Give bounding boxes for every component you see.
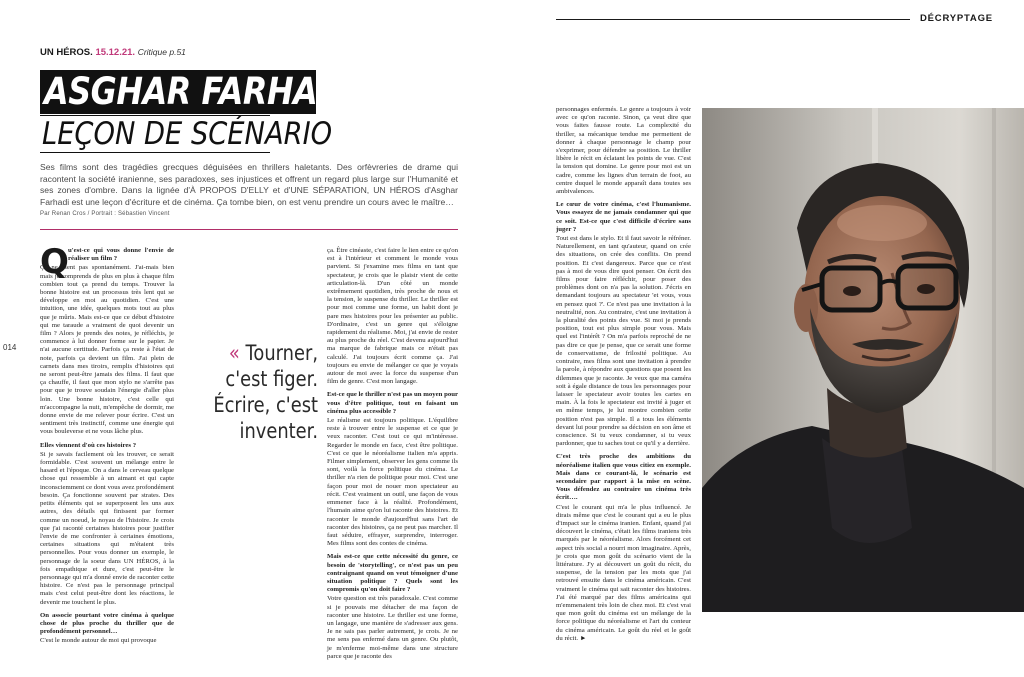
question: C'est très proche des ambitions du néoréalisme italien que vous citiez en exemple. Mais dans ce courant-là, le scénario est secondaire par rapport à la mise en scène. Vous défendez au contraire un cinéma très écrit…. (556, 453, 691, 502)
answer: C'est le monde autour de moi qui provoque (40, 637, 157, 645)
article-column-3 (556, 106, 691, 648)
answer: Tout est dans le stylo. Et il faut savoir le réfréner. Naturellement, en tant qu'auteur, quand on crée des situations, on crée des conflits. On prend position. Et c'est dangereux. Parce que ce n'est pas à moi de vous dire quoi penser. On écrit des films pour faire réfléchir, pour poser des problèmes dont on n'a pas la solution. J'écris en demandant toujours au spectateur 'et vous, vous en pensez quoi ?'. Ce n'est pas une invitation à la neutralité, non. Au contraire, c'est une invitation à la pluralité des points des vue. Si moi je prends position, tout est plus simple pour vous. Mais quel est l'intérêt ? On m'a parfois reproché de ne pas dire ce que je pense, que ce serait une forme de conservatisme, de frilosité politique. Au contraire, mes films sont une invitation à prendre la parole, à répondre aux questions que posent les dilemmes que je raconte. Je veux que ma caméra soit à égale distance de tous les personnages pour laisser le spectateur avoir toutes les cartes en main. À la fois le spectateur est invité à juger et en même temps, je lui montre combien cette position n'est pas simple. Il a tous les éléments devant lui pour prendre sa décision en son âme et conscience. Si tu veux condamner, si tu veux pardonner, que tu saches tout ce qu'il y a derrière. (556, 235, 691, 448)
answer: personnages enfermés. Le genre a toujours à voir avec ce qu'on raconte. Sinon, ça veut dire que vous faites fausse route. La complexité du thriller, sa mécanique tendue me permettent de donner à chaque personnage le champ pour s'exprimer, pour défendre sa position. Le thriller libère le récit en éclatant les points de vue. C'est la tension qui domine. Le genre pour moi est un cadre, comme les lignes d'un terrain de foot, au centre duquel le monde apparaît dans toutes ses ambivalences. (556, 106, 691, 196)
kicker-film-title: UN HÉROS. (40, 47, 93, 58)
question: Est-ce que le thriller n'est pas un moyen pour vous d'être politique, tout en faisant un cinéma plus accessible ? (327, 391, 458, 415)
answer-text: C'est le courant qui m'a le plus influencé. Je dirais même que c'est le courant qui a eu le plus d'impact sur le cinéma iranien. Enfant, quand j'ai découvert le cinéma, c'était les films iraniens très marqués par le néoréalisme. Alors forcément cet aspect très social a nourri mon imaginaire. Après, je crois que mon goût du scénario vient de la littérature. J'y ai découvert un goût du récit, du suspense, de la tension par les mots que j'ai retrouvé ensuite dans le cinéma américain. C'est vraiment le cinéma qui sait raconter des histoires. J'ai été marqué par des films américains qui m'emmenaient très loin de chez moi. Et c'est vrai que mon goût du cinéma est un mélange de la force politique du néoréalisme et l'art du conteur du cinéma américain. Le goût du réel et le goût du récit. (556, 503, 691, 642)
quote-mark: « (228, 341, 240, 365)
answer: Si je savais facilement où les trouver, ce serait formidable. C'est souvent un mélange entre le hasard et l'époque. On a dans le cerveau quelque chose qui ressemble à un aimant et qui capte inconsciemment ce dont vous avez profondément besoin. Ça fonctionne souvent par strates. Des petits éléments qui se superposent les uns aux autres, des détails qui finissent par former comme un noeud, le noyau de l'histoire. Je crois que j'ai raconté certaines histoires pour justifier l'envie de me confronter à certaines émotions, certaines situations qui m'étaient très personnelles. Pour vous donner un exemple, le personnage de la soeur dans UN HÉROS, à la fois empathique et dure, c'est peut-être le personnage qui m'a donné envie de raconter cette histoire. Ce n'est pas le personnage principal mais c'est celui peut-être dont les réactions, le devenir me touchent le plus. (40, 450, 174, 606)
headline: ASGHAR FARHADI (44, 70, 355, 113)
pull-quote (204, 340, 318, 444)
kicker-release-date: 15.12.21. (95, 47, 136, 58)
answer: Le réalisme est toujours politique. L'équilibre reste à trouver entre le suspense et ce que je veux raconter. C'est tout ce qui m'intéresse. Regarder le monde en face, c'est être politique. C'est ce que le néoréalisme italien m'a appris. Filmer simplement, observer les gens comme ils sont, voilà la force politique du cinéma. Le thriller n'a rien de politique pour moi. C'est une façon pour moi de nouer mon spectateur au récit. C'est vraiment un outil, une façon de vous emmener face à la réalité. Profondément, l'humain aime qu'on lui raconte des histoires. Et raconter le monde d'aujourd'hui sans l'art de raconter des histoires, ça ne peut pas marcher. Il faut séduire, effrayer, surprendre, interroger. Mes films sont des contes de cinéma. (327, 417, 458, 548)
kicker (40, 47, 186, 58)
section-label: DÉCRYPTAGE (920, 13, 993, 24)
kicker-critique-ref: Critique p.51 (137, 47, 186, 57)
drop-cap: Q (40, 242, 69, 282)
answer: Ça ne vient pas spontanément. J'ai-mais bien mais je comprends de plus en plus à chaque film combien tout ça prend du temps. Trouver la bonne histoire est un processus très lent qui se développe en moi au quotidien. C'est une intuition, une idée, quelques mots tout au plus que je mûris. Mais est-ce que ce début d'histoire qui me taraude a vraiment de quoi devenir un film ? Alors je prends des notes, je réfléchis, je commence à lui donner forme sur le papier. Je n'ai aucune certitude. Parfois ça reste à l'état de note, parfois ça devient un film. J'ai plein de carnets dans mes tiroirs, remplis d'histoires qui ne seront peut-être jamais des films. Il faut que ça chauffe, il faut que mon stylo ne s'arrête pas pour que je trouve soudain l'énergie d'aller plus loin. Une bonne histoire, c'est celle qui m'accompagne la nuit, m'empêche de dormir, me donne envie de me relever pour écrire. C'est un sentiment très instinctif, comme une énergie qui vous bouleverse et ne vous lâche plus. (40, 264, 174, 436)
chapeau: Ses films sont des tragédies grecques déguisées en thrillers haletants. Des orfèvreries de drame qui racontent la société iranienne, ses paradoxes, ses injustices et offrent un regard plus large sur l'Humanité et ses zones d'ombre. Dans la lignée d'À PROPOS D'ELLY et d'UNE SÉPARATION, UN HÉROS d'Asghar Farhadi est une leçon d'écriture et de cinéma. Ça tombe bien, on est venu prendre un cours avec le maître… (40, 162, 458, 207)
end-mark-icon: ► (579, 634, 587, 642)
article-column-2 (327, 247, 458, 666)
answer: Votre question est très paradoxale. C'est comme si je pouvais me détacher de ma façon de raconter une histoire. Le thriller est une forme, un langage, une manière de s'adresser aux gens. Je ne sais pas parler autrement, je crois. Je ne me sens pas enfermé dans un genre. Ou plutôt, je m'enferme moi-même dans une structure parce que je raconte des (327, 595, 458, 660)
question: Le cœur de votre cinéma, c'est l'humanisme. Vous essayez de ne jamais condamner qui que ce soit. Est-ce que c'est difficile d'écrire sans juger ? (556, 201, 691, 233)
portrait-illustration (702, 108, 1024, 612)
pull-quote-text: Tourner, c'est figer. Écrire, c'est inventer. (213, 341, 318, 443)
question: Elles viennent d'où ces histoires ? (40, 441, 137, 449)
answer: ça. Être cinéaste, c'est faire le lien entre ce qu'on est à l'intérieur et comment le monde vous parvient. Si j'examine mes films en tant que spectateur, je crois que le plaisir vient de cette articulation-là. D'un côté un monde extrêmement quotidien, très proche de nous et la tension, le suspense du thriller. Le thriller est pour moi comme une forme, un habit dont je pare mes histoires pour les présenter au public. D'ordinaire, c'est un genre qui s'éloigne rapidement du réalisme. Moi, j'ai envie de rester au plus proche du réel. C'est devenu aujourd'hui ma marque de fabrique mais ce n'était pas calculé. J'ai toujours écrit comme ça. J'ai toujours eu envie de mélanger ce que je voyais autour de moi avec la force du suspense d'un film de genre. C'est mon langage. (327, 247, 458, 386)
question: On associe pourtant votre cinéma à quelque chose de plus proche du thriller que de profondément personnel… (40, 611, 174, 636)
byline: Par Renan Cros / Portrait : Sébastien Vincent (40, 211, 170, 217)
header-rule (556, 19, 910, 20)
article-column-1 (40, 242, 174, 651)
subhead: LEÇON DE SCÉNARIO (42, 116, 333, 152)
answer (556, 504, 691, 643)
lede-rule (40, 229, 458, 230)
portrait-photo (702, 108, 1024, 612)
question: Mais est-ce que cette nécessité du genre, ce besoin de 'storytelling', ce n'est pas un peu contraignant quand on veut témoigner d'une situation politique ? Quels sont les compromis qu'on doit faire ? (327, 553, 458, 594)
question: u'est-ce qui vous donne l'envie de réaliser un film ? (68, 247, 174, 263)
page-number: 014 (3, 343, 17, 352)
